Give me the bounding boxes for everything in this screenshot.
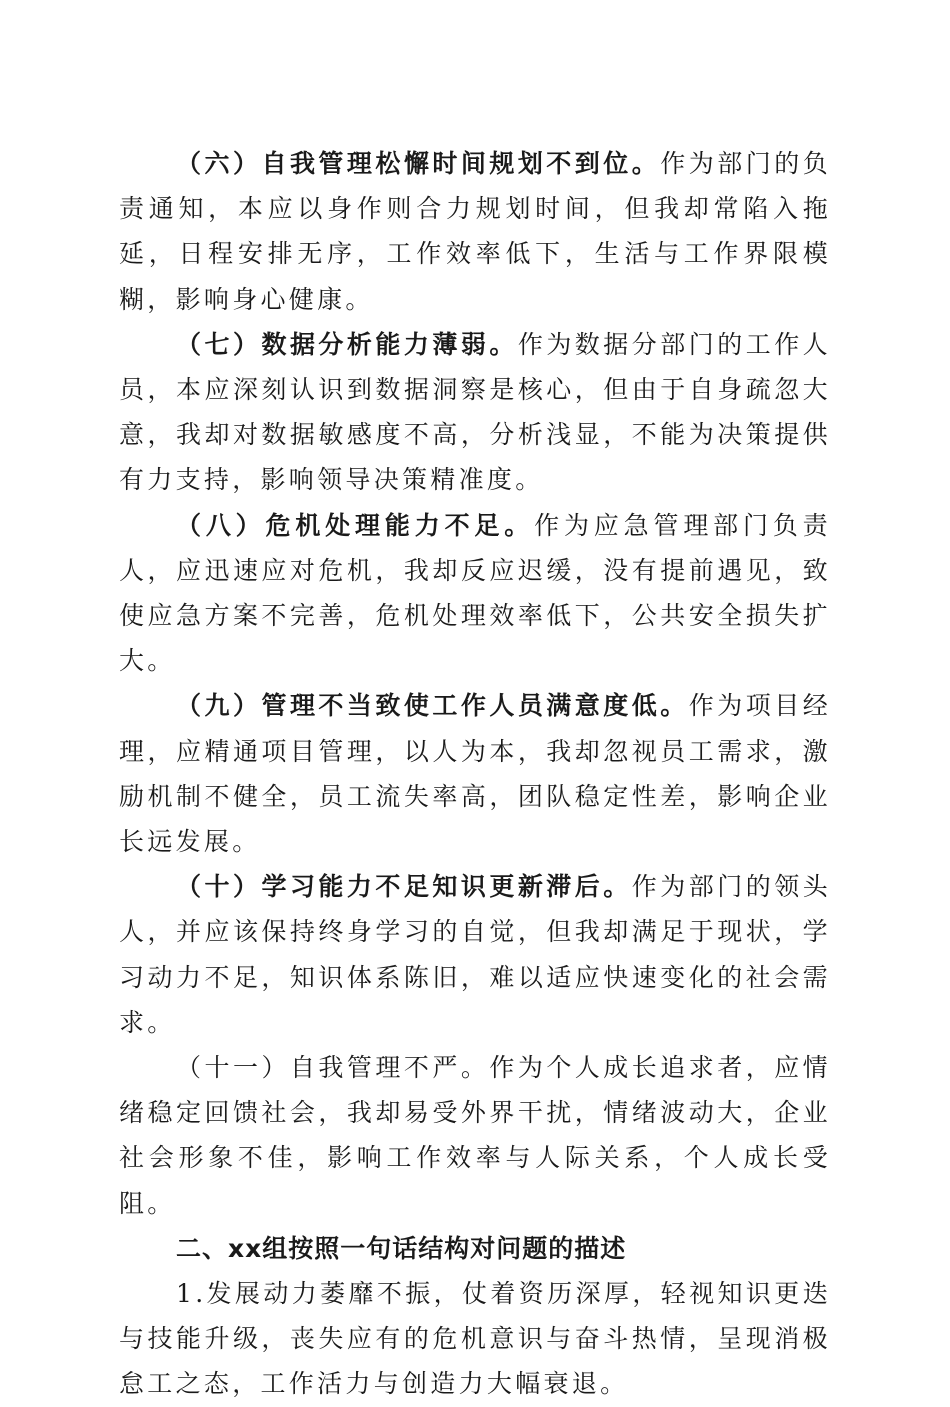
paragraph-7-heading: （七）数据分析能力薄弱。 <box>176 329 518 359</box>
paragraph-10-text: 作为部门的领头人，并应该保持终身学习的自觉，但我却满足于现状，学习动力不足，知识体系陈旧，难以适应快速变化的社会需求。 <box>119 872 831 1037</box>
paragraph-11-heading: （十一）自我管理不严。 <box>176 1053 490 1083</box>
paragraph-6-text: 作为部门的负责通知，本应以身作则合力规划时间，但我却常陷入拖延，日程安排无序，工作效率低下，生活与工作界限模糊，影响身心健康。 <box>119 149 831 314</box>
paragraph-11-text: 作为个人成长追求者，应情绪稳定回馈社会，我却易受外界干扰，情绪波动大，企业社会形象不佳，影响工作效率与人际关系，个人成长受阻。 <box>119 1053 831 1218</box>
paragraph-10-heading: （十）学习能力不足知识更新滞后。 <box>176 872 632 902</box>
paragraph-8-text: 作为应急管理部门负责人，应迅速应对危机，我却反应迟缓，没有提前遇见，致使应急方案不完善，危机处理效率低下，公共安全损失扩大。 <box>119 510 831 676</box>
document-body <box>119 141 831 1407</box>
paragraph-11 <box>119 1045 831 1226</box>
section-heading: 二、xx组按照一句话结构对问题的描述 <box>176 1233 627 1263</box>
list-item-1: 1.发展动力萎靡不振，仗着资历深厚，轻视知识更迭与技能升级，丧失应有的危机意识与奋斗热情，呈现消极怠工之态，工作活力与创造力大幅衰退。 <box>119 1279 831 1399</box>
paragraph-10 <box>119 864 831 1045</box>
paragraph-8 <box>119 503 831 684</box>
paragraph-6 <box>119 141 831 322</box>
paragraph-9 <box>119 683 831 864</box>
paragraph-7 <box>119 322 831 503</box>
paragraph-8-heading: （八）危机处理能力不足。 <box>176 510 535 540</box>
paragraph-7-text: 作为数据分部门的工作人员，本应深刻认识到数据洞察是核心，但由于自身疏忽大意，我却对数据敏感度不高，分析浅显，不能为决策提供有力支持，影响领导决策精准度。 <box>119 329 831 495</box>
paragraph-9-heading: （九）管理不当致使工作人员满意度低。 <box>176 691 689 721</box>
paragraph-9-text: 作为项目经理，应精通项目管理，以人为本，我却忽视员工需求，激励机制不健全，员工流失率高，团队稳定性差，影响企业长远发展。 <box>119 691 831 857</box>
paragraph-6-heading: （六）自我管理松懈时间规划不到位。 <box>176 149 661 178</box>
